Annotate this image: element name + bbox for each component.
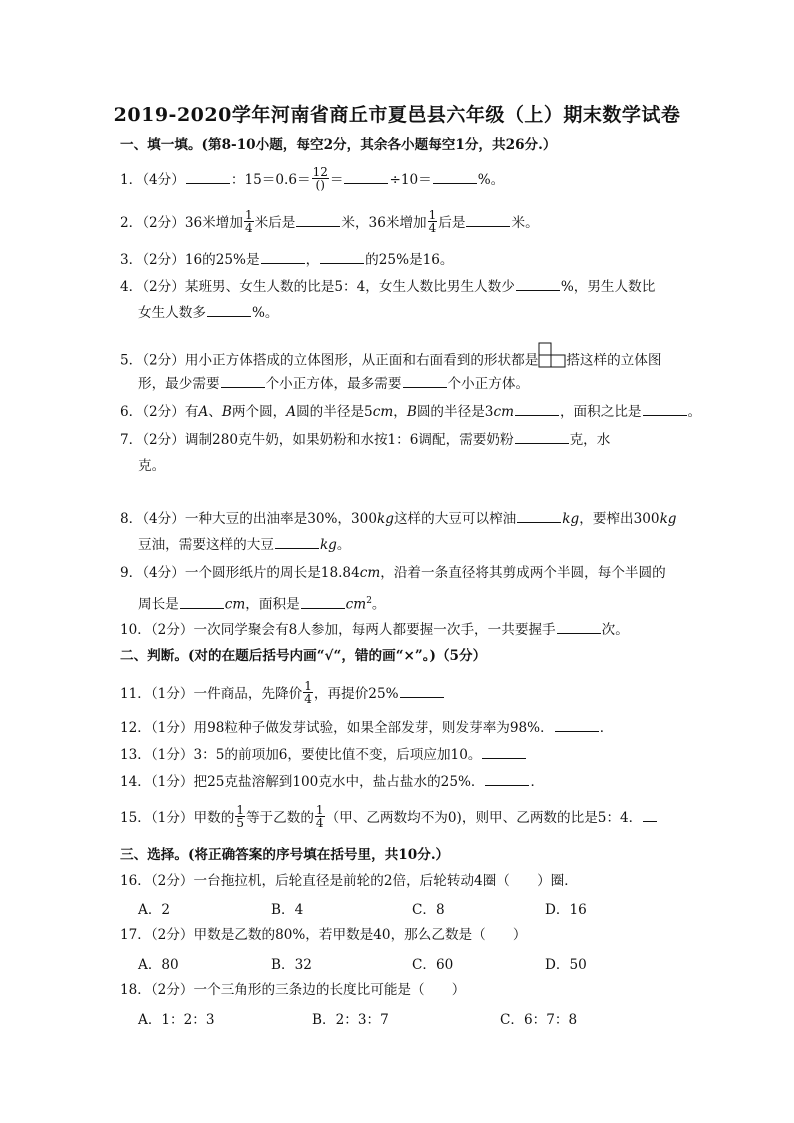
answer-blank[interactable] (344, 171, 388, 184)
answer-blank[interactable] (482, 746, 526, 759)
answer-blank[interactable] (221, 375, 265, 388)
answer-blank[interactable] (403, 375, 447, 388)
question-1: 1．（4分） ：15＝0.6＝ $\frac{12}{()}$ ＝ ÷10＝ %。 (120, 165, 505, 192)
question-7-cont: 克。 (138, 458, 166, 474)
answer-blank[interactable] (301, 596, 345, 609)
option-b[interactable]: B．4 (271, 902, 304, 918)
option-d[interactable]: D．16 (545, 902, 587, 918)
question-13: 13．（1分）3：5的前项加6，要使比值不变，后项应加10。 (120, 745, 527, 765)
question-9: 9．（4分）一个圆形纸片的周长是18.84cm，沿着一条直径将其剪成两个半圆，每个半圆的 (120, 565, 666, 581)
option-c[interactable]: C．60 (412, 957, 454, 973)
answer-blank[interactable] (400, 685, 444, 698)
question-17: 17．（2分）甲数是乙数的80%，若甲数是40，那么乙数是（ ） (120, 927, 527, 943)
question-6: 6．（2分）有A、B两个圆，A圆的半径是5cm，B圆的半径是3cm ，面积之比是 。 (120, 404, 702, 420)
question-9-cont: 周长是 cm，面积是 $cm^2$。 (138, 596, 386, 613)
question-4: 4．（2分）某班男、女生人数的比是5：4，女生人数比男生人数少 %，男生人数比 (120, 279, 656, 295)
option-b[interactable]: B．2：3：7 (312, 1012, 389, 1028)
question-10: 10．（2分）一次同学聚会有8人参加，每两人都要握一次手，一共要握手 次。 (120, 622, 629, 638)
answer-blank[interactable] (517, 510, 561, 523)
question-8: 8．（4分）一种大豆的出油率是30%，300kg这样的大豆可以榨油 kg，要榨出300kg (120, 511, 677, 527)
answer-blank[interactable] (516, 278, 560, 291)
option-d[interactable]: D．50 (545, 957, 587, 973)
question-5: 5．（2分）用小正方体搭成的立体图形，从正面和右面看到的形状都是 搭这样的立体图 (120, 348, 661, 374)
answer-blank[interactable] (515, 431, 569, 444)
answer-blank[interactable] (180, 596, 224, 609)
question-3: 3．（2分）16的25%是 ， 的25%是16。 (120, 252, 454, 268)
fraction: $\frac{12}{()}$ (312, 165, 328, 192)
option-b[interactable]: B．32 (271, 957, 312, 973)
answer-blank[interactable] (515, 403, 559, 416)
answer-blank[interactable] (466, 214, 510, 227)
section-2-heading: 二、判断。(对的在题后括号内画“√“，错的画“×”。)（5分） (120, 648, 487, 664)
question-18: 18．（2分）一个三角形的三条边的长度比可能是（ ） (120, 982, 466, 998)
answer-blank[interactable] (186, 171, 230, 184)
two-squares-view-icon (538, 342, 566, 368)
section-1-heading: 一、填一填。(第8-10小题，每空2分，其余各小题每空1分，共26分.） (120, 137, 557, 153)
fraction: $\frac{1}{4}$ (304, 679, 312, 706)
option-c[interactable]: C．6：7：8 (500, 1012, 578, 1028)
answer-blank[interactable] (555, 719, 599, 732)
question-15: 15．（1分）甲数的 $\frac{1}{5}$ 等于乙数的 $\frac{1}{4}$ （甲、乙两数均不为0)，则甲、乙两数的比是5：4． (120, 806, 658, 831)
option-a[interactable]: A．1：2：3 (138, 1012, 215, 1028)
answer-blank[interactable] (643, 403, 687, 416)
exam-title: 2019-2020学年河南省商丘市夏邑县六年级（上）期末数学试卷 (113, 104, 681, 126)
fraction: $\frac{1}{4}$ (244, 208, 253, 235)
question-4-cont: 女生人数多 %。 (138, 305, 279, 321)
question-14: 14．（1分）把25克盐溶解到100克水中，盐占盐水的25%． ． (120, 774, 545, 790)
answer-blank[interactable] (643, 809, 657, 822)
section-3-heading: 三、选择。(将正确答案的序号填在括号里，共10分.） (120, 847, 450, 863)
question-11: 11．（1分）一件商品，先降价 $\frac{1}{4}$ ，再提价25% (120, 682, 445, 707)
fraction: $\frac{1}{4}$ (428, 208, 437, 235)
answer-blank[interactable] (320, 251, 364, 264)
answer-blank[interactable] (261, 251, 305, 264)
answer-blank[interactable] (275, 536, 319, 549)
question-5-cont: 形，最少需要 个小正方体，最多需要 个小正方体。 (138, 376, 530, 392)
option-c[interactable]: C．8 (412, 902, 445, 918)
option-a[interactable]: A．2 (138, 902, 171, 918)
question-2: 2．（2分）36米增加 $\frac{1}{4}$ 米后是 米，36米增加 $\frac{1}{4}$ 后是 米。 (120, 208, 539, 235)
answer-blank[interactable] (207, 304, 251, 317)
question-8-cont: 豆油，需要这样的大豆 kg。 (138, 537, 351, 553)
answer-blank[interactable] (433, 171, 477, 184)
question-7: 7．（2分）调制280克牛奶，如果奶粉和水按1：6调配，需要奶粉 克，水 (120, 432, 611, 448)
option-a[interactable]: A．80 (138, 957, 179, 973)
answer-blank[interactable] (296, 214, 340, 227)
answer-blank[interactable] (485, 773, 529, 786)
question-12: 12．（1分）用98粒种子做发芽试验，如果全部发芽，则发芽率为98%． ． (120, 720, 614, 736)
fraction: $\frac{1}{4}$ (315, 803, 324, 830)
question-16: 16．（2分）一台拖拉机，后轮直径是前轮的2倍，后轮转动4圈（ ）圈． (120, 873, 578, 889)
answer-blank[interactable] (557, 621, 601, 634)
fraction: $\frac{1}{5}$ (236, 803, 244, 830)
